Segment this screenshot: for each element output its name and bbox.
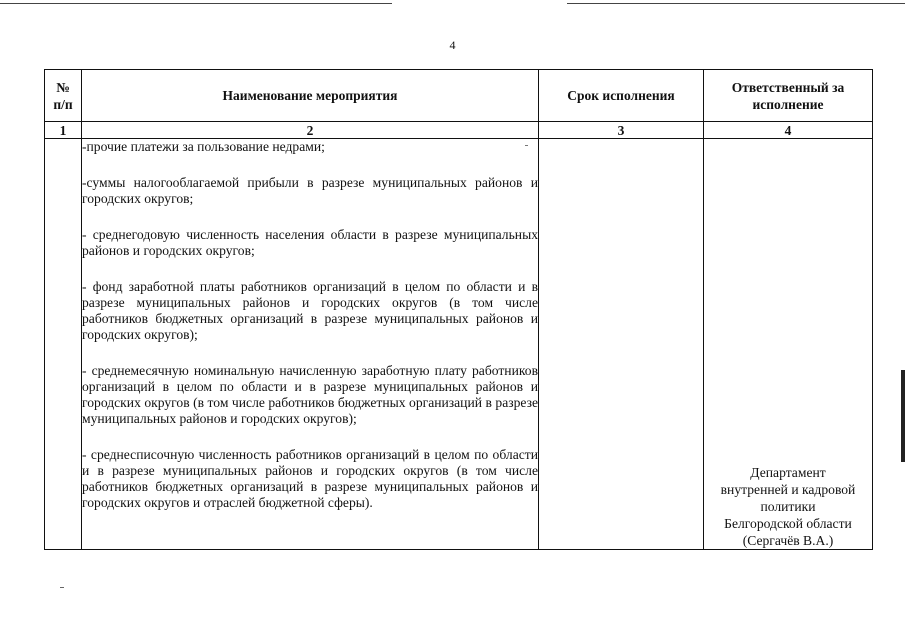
number-cell: [45, 139, 82, 550]
index-cell: 1: [45, 122, 82, 139]
header-responsible: [704, 70, 873, 122]
responsible-cell: [704, 139, 873, 550]
list-item: - фонд заработной платы работников организаций в целом по области и в разрезе муниципальных районов и городских округов (в том числе работников бюджетных организаций в разрезе муниципальных районов и городских округов);: [82, 279, 538, 342]
responsible-line: Департамент: [750, 465, 826, 480]
header-number-line1: №: [56, 79, 70, 95]
header-number: [45, 70, 82, 122]
term-cell: [539, 139, 704, 550]
table-row: [45, 139, 873, 550]
list-item: - среднегодовую численность населения области в разрезе муниципальных районов и городских округов;: [82, 227, 538, 258]
list-item: - среднемесячную номинальную начисленную заработную плату работников организаций в целом по области и в разрезе муниципальных районов и городских округов (в том числе работников бюджетных организаций в разрезе муниципальных районов и городских округов);: [82, 363, 538, 426]
header-number-line2: п/п: [53, 96, 73, 112]
responsible-line: политики: [760, 499, 816, 514]
header-responsible-line1: Ответственный за: [731, 79, 845, 95]
index-row: [45, 122, 873, 139]
header-responsible-line2: исполнение: [752, 96, 824, 112]
list-item: - среднесписочную численность работников организаций в целом по области и в разрезе муниципальных районов и городских округов (в том числе работников бюджетных организаций в разрезе муниципальных районов и городских округов и отраслей бюджетной сферы).: [82, 447, 538, 510]
responsible-line: Белгородской области: [724, 516, 852, 531]
plan-table: [44, 69, 873, 550]
scan-dot: [60, 587, 64, 588]
header-row: [45, 70, 873, 122]
scan-dot: [525, 145, 528, 146]
top-edge-line: [0, 3, 392, 4]
header-name: Наименование мероприятия: [82, 70, 539, 122]
header-term: Срок исполнения: [539, 70, 704, 122]
list-item: -прочие платежи за пользование недрами;: [82, 139, 325, 154]
index-cell: 2: [82, 122, 539, 139]
scan-edge-mark: [901, 370, 905, 462]
items-cell: [82, 139, 539, 550]
top-edge-line: [567, 3, 905, 4]
index-cell: 3: [539, 122, 704, 139]
responsible-line: внутренней и кадровой: [720, 482, 856, 497]
index-cell: 4: [704, 122, 873, 139]
responsible-line: (Сергачёв В.А.): [742, 533, 834, 548]
page-number: 4: [449, 38, 456, 52]
list-item: -суммы налогооблагаемой прибыли в разрезе муниципальных районов и городских округов;: [82, 175, 538, 206]
